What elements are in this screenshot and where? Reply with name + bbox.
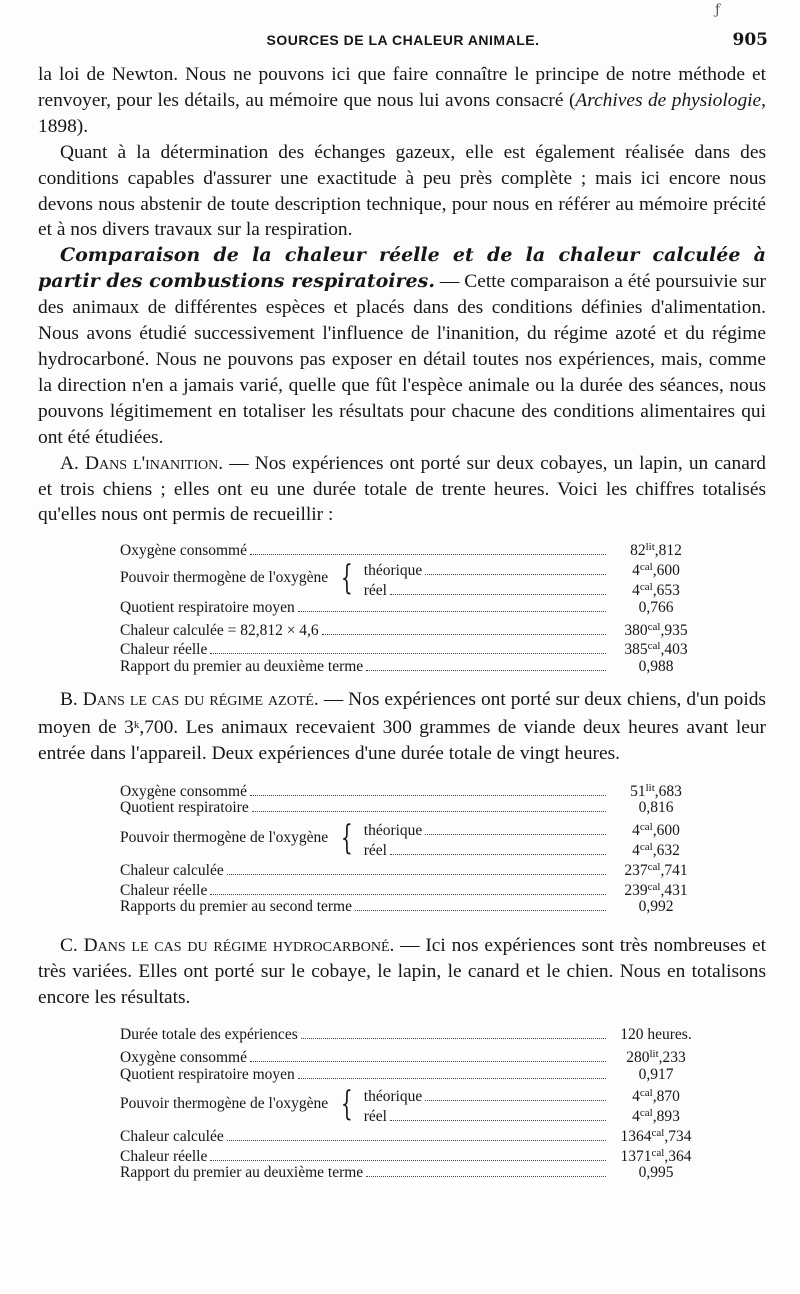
section-heading: Dans l'inanition. (84, 452, 224, 474)
row-label: Rapports du premier au second terme (120, 898, 352, 916)
row-value: $51^{lit},683$ (630, 781, 682, 800)
row-label: Pouvoir thermogène de l'oxygène (120, 829, 329, 847)
row-value: 0,988 (638, 658, 674, 676)
row-label: réel (363, 842, 387, 859)
row-label: Chaleur calculée (120, 861, 224, 879)
row-value: $4^{cal},653$ (632, 580, 680, 599)
row-value: $4^{cal},600$ (632, 821, 680, 840)
row-label: Pouvoir thermogène de l'oxygène (120, 569, 329, 586)
row-value: $82^{lit},812$ (630, 541, 682, 560)
row-value: $1371^{cal},364$ (620, 1146, 692, 1165)
table-row-thermogenic (120, 1084, 702, 1124)
table-row (120, 598, 702, 618)
brace-icon: { (340, 557, 353, 598)
table-row (120, 1045, 702, 1065)
paragraph-newton (38, 62, 766, 140)
paragraph-text: — Nos expériences ont porté sur deux chiens, d'un poids moyen de 3 (38, 688, 766, 738)
row-value: $4^{cal},870$ (632, 1087, 680, 1106)
table-row (120, 538, 702, 558)
row-value: $380^{cal},935$ (624, 620, 688, 639)
section-label: A. (60, 452, 85, 474)
row-label: Rapport du premier au deuxième terme (120, 658, 364, 676)
row-value: 0,816 (638, 799, 674, 817)
paragraph-section-b (38, 687, 766, 767)
row-label: réel (363, 1108, 387, 1126)
table-row (120, 897, 702, 917)
section-label: B. (60, 688, 83, 710)
paragraph-comparison (38, 243, 766, 450)
table-row (120, 1163, 702, 1183)
table-row-thermogenic (120, 818, 702, 858)
row-value: $4^{cal},893$ (632, 1107, 680, 1126)
row-value: $237^{cal},741$ (624, 860, 688, 879)
row-label: théorique (363, 562, 423, 580)
row-value: $280^{lit},233$ (626, 1047, 686, 1066)
paragraph-text: ,700. Les animaux recevaient 300 grammes de viande deux heures avant leur entrée dans l'appareil. Deux expériences d'une durée totale de vingt heures. (38, 716, 766, 764)
row-value: 0,917 (638, 1065, 674, 1083)
paragraph-section-a (38, 451, 766, 529)
row-label: Chaleur réelle (120, 641, 208, 659)
row-value: 0,995 (638, 1164, 674, 1182)
paragraph-gas-exchange: Quant à la détermination des échanges gazeux, elle est également réalisée dans des conditions capables d'assurer une exactitude à peu près complète ; mais ici encore nous devons nous abstenir de toute description technique, pour nous en référer au mémoire précité et à nos divers travaux sur la respiration. (38, 141, 766, 241)
row-label: réel (363, 581, 387, 599)
paragraph-section-c (38, 933, 766, 1011)
table-row (120, 1124, 702, 1144)
row-label: Oxygène consommé (120, 1048, 247, 1066)
page-number: 905 (732, 30, 768, 50)
table-row (120, 618, 702, 638)
row-value: $239^{cal},431$ (624, 880, 688, 899)
brace-icon: { (340, 1084, 353, 1125)
table-row (120, 1025, 702, 1045)
row-label: Quotient respiratoire moyen (120, 598, 295, 616)
section-heading: Comparaison de la chaleur réelle et de la chaleur calculée à partir des combustions respiratoires. (38, 244, 766, 293)
table-row (120, 637, 702, 657)
row-label: Quotient respiratoire (120, 799, 249, 817)
table-row (120, 858, 702, 878)
row-value: $4^{cal},600$ (632, 561, 680, 580)
row-label: Chaleur réelle (120, 881, 208, 899)
row-value: $1364^{cal},734$ (620, 1126, 692, 1145)
table-row (120, 657, 702, 677)
results-table-inanition (120, 538, 702, 677)
row-label: Oxygène consommé (120, 542, 247, 560)
paragraph-text: la loi de Newton. Nous ne pouvons ici que faire connaître le principe de notre méthode et renvoyer, pour les détails, au mémoire que nous lui avons consacré ( (38, 64, 766, 111)
page-mark: ƒ (715, 2, 721, 18)
row-value: $385^{cal},403$ (624, 640, 688, 659)
paragraph-text: , 1898). (38, 89, 767, 137)
table-row (120, 1144, 702, 1164)
brace-icon: { (340, 818, 353, 858)
section-label: C. (60, 935, 84, 957)
results-table-hydrocarbone (120, 1025, 702, 1183)
row-value: 120 heures. (620, 1025, 692, 1043)
table-row (120, 798, 702, 818)
row-value: $4^{cal},632$ (632, 841, 680, 859)
section-heading: Dans le cas du régime hydrocarboné. (83, 935, 395, 957)
row-label: Quotient respiratoire moyen (120, 1065, 295, 1083)
page-body (38, 62, 766, 1183)
row-label: Durée totale des expériences (120, 1025, 298, 1043)
table-row (120, 779, 702, 799)
unit-superscript: k (133, 718, 140, 731)
paragraph-text: — Nos expériences ont porté sur deux cobayes, un lapin, un canard et trois chiens ; elles ont eu une durée totale de trente heures. Voici les chiffres totalisés qu'elles nous ont permis de recueillir : (38, 452, 766, 526)
row-label: Rapport du premier au deuxième terme (120, 1164, 364, 1182)
row-label: Pouvoir thermogène de l'oxygène (120, 1095, 329, 1113)
row-value: 0,992 (638, 898, 674, 916)
results-table-azote (120, 779, 702, 918)
page-header (38, 32, 768, 54)
table-row-thermogenic (120, 558, 702, 598)
section-heading: Dans le cas du régime azoté. (82, 688, 319, 710)
row-value: 0,766 (638, 598, 674, 616)
row-label: théorique (363, 822, 423, 840)
row-label: théorique (363, 1088, 423, 1106)
row-label: Chaleur calculée = 82,812 × 4,6 (120, 621, 319, 639)
paragraph-text: — Cette comparaison a été poursuivie sur des animaux de différentes espèces et placés dans des conditions définies d'alimentation. Nous avons étudié successivement l'influence de l'inanition, du régime azoté et du régime hydrocarboné. Nous ne pouvons pas exposer en détail toutes nos expériences, mais, comme la direction n'en a jamais varié, quelle que fût l'espèce animale ou la durée des séances, nous pouvons légitimement en totaliser les résultats pour chacune des conditions alimentaires qui ont été étudiées. (38, 271, 766, 448)
paragraph-text: — Ici nos expériences sont très nombreuses et très variées. Elles ont porté sur le cobaye, le lapin, le canard et le chien. Nous en totalisons encore les résultats. (38, 935, 766, 1008)
table-row (120, 878, 702, 898)
row-label: Chaleur calculée (120, 1127, 224, 1145)
row-label: Chaleur réelle (120, 1147, 208, 1165)
row-label: Oxygène consommé (120, 782, 247, 800)
running-head: SOURCES DE LA CHALEUR ANIMALE. (266, 32, 540, 48)
citation-title: Archives de physiologie (575, 89, 762, 111)
table-row (120, 1065, 702, 1085)
